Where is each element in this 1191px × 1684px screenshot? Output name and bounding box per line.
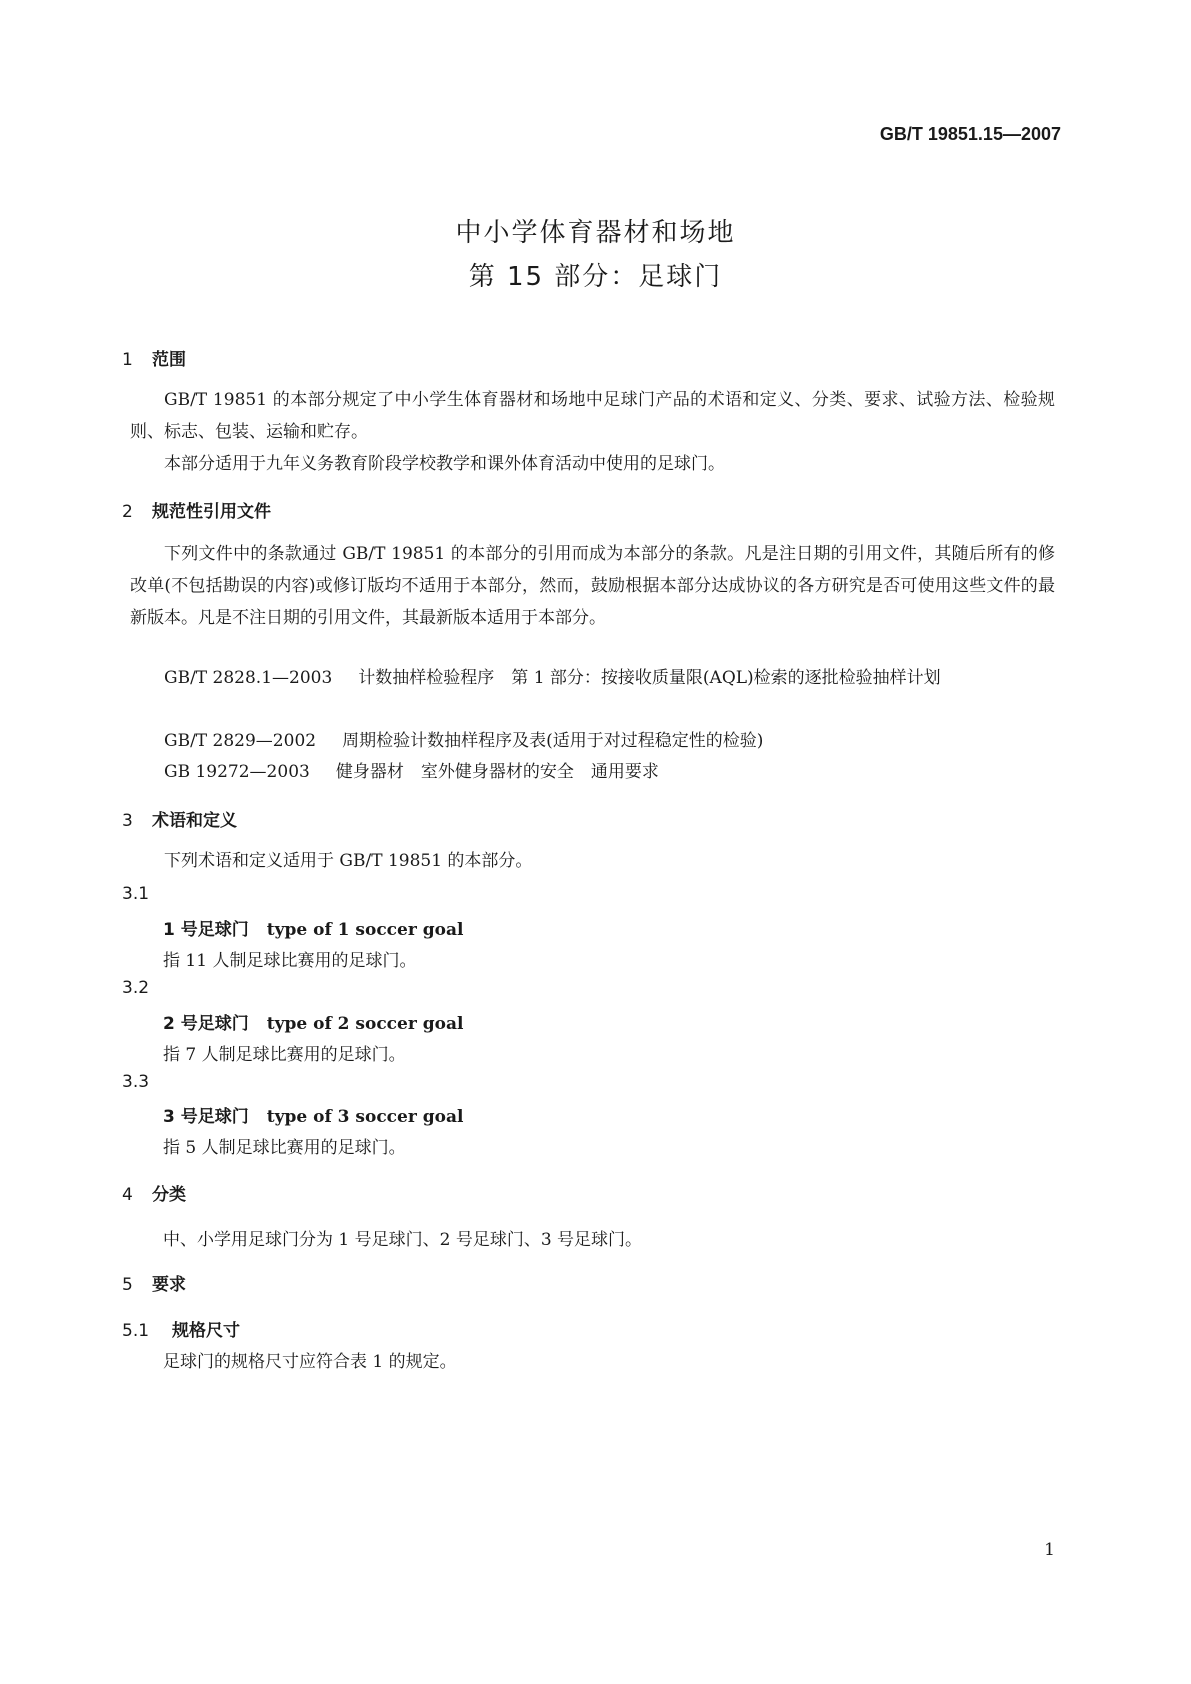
term-definition: 指 7 人制足球比赛用的足球门。 — [163, 1045, 406, 1065]
normative-reference — [130, 725, 1055, 757]
standard-number: GB/T 19851.15—2007 — [879, 124, 1061, 144]
section-2-paragraph-1: 下列文件中的条款通过 GB/T 19851 的本部分的引用而成为本部分的条款。凡是注日期的引用文件，其随后所有的修改单(不包括勘误的内容)或修订版均不适用于本部分，然而，鼓励根据本部分达成协议的各方研究是否可使用这些文件的最新版本。凡是不注日期的引用文件，其最新版本适用于本部分。 — [130, 544, 1055, 628]
normative-reference — [130, 756, 1055, 788]
document-subtitle: 第 15 部分：足球门 — [468, 262, 723, 292]
reference-code: GB 19272—2003 — [164, 762, 310, 782]
section-number: 1 — [122, 350, 133, 370]
term-definition: 指 11 人制足球比赛用的足球门。 — [163, 951, 417, 971]
section-3-paragraph-1: 下列术语和定义适用于 GB/T 19851 的本部分。 — [164, 851, 533, 871]
term-english: type of 2 soccer goal — [266, 1014, 464, 1034]
section-number: 2 — [122, 502, 133, 522]
clause-number: 3.3 — [122, 1072, 150, 1092]
section-4-heading — [122, 1180, 186, 1205]
term-chinese: 3 号足球门 — [163, 1107, 249, 1127]
term-definition: 指 5 人制足球比赛用的足球门。 — [163, 1138, 406, 1158]
reference-title: 周期检验计数抽样程序及表(适用于对过程稳定性的检验) — [342, 731, 764, 751]
section-1-paragraph-1: GB/T 19851 的本部分规定了中小学生体育器材和场地中足球门产品的术语和定义、分类、要求、试验方法、检验规则、标志、包装、运输和贮存。 — [130, 390, 1055, 442]
reference-code: GB/T 2828.1—2003 — [164, 668, 333, 688]
term-entry — [163, 1009, 463, 1034]
section-title: 规范性引用文件 — [152, 502, 271, 522]
term-chinese: 1 号足球门 — [163, 920, 249, 940]
term-english: type of 1 soccer goal — [266, 920, 464, 940]
section-1-paragraph-2: 本部分适用于九年义务教育阶段学校教学和课外体育活动中使用的足球门。 — [164, 454, 725, 474]
subsection-5-1-heading — [122, 1316, 240, 1341]
section-4-paragraph-1: 中、小学用足球门分为 1 号足球门、2 号足球门、3 号足球门。 — [163, 1230, 643, 1250]
section-number: 5 — [122, 1275, 133, 1295]
term-chinese: 2 号足球门 — [163, 1014, 249, 1034]
term-english: type of 3 soccer goal — [266, 1107, 464, 1127]
document-title: 中小学体育器材和场地 — [455, 218, 736, 248]
section-1-heading — [122, 345, 186, 370]
reference-title: 健身器材 室外健身器材的安全 通用要求 — [335, 762, 659, 782]
section-number: 4 — [122, 1185, 133, 1205]
clause-number: 3.1 — [122, 884, 150, 904]
section-2-heading — [122, 497, 271, 522]
section-title: 术语和定义 — [152, 811, 237, 831]
section-5-heading — [122, 1270, 186, 1295]
page-number: 1 — [1044, 1540, 1055, 1560]
reference-title: 计数抽样检验程序 第 1 部分：按接收质量限(AQL)检索的逐批检验抽样计划 — [358, 668, 941, 688]
subsection-number: 5.1 — [122, 1321, 150, 1341]
section-title: 分类 — [152, 1185, 186, 1205]
normative-reference — [130, 662, 1055, 694]
subsection-5-1-paragraph-1: 足球门的规格尺寸应符合表 1 的规定。 — [163, 1352, 457, 1372]
clause-number: 3.2 — [122, 978, 150, 998]
section-3-heading — [122, 806, 237, 831]
section-number: 3 — [122, 811, 133, 831]
subsection-title: 规格尺寸 — [172, 1321, 240, 1341]
section-title: 要求 — [152, 1275, 186, 1295]
section-title: 范围 — [152, 350, 186, 370]
term-entry — [163, 1102, 463, 1127]
reference-code: GB/T 2829—2002 — [164, 731, 317, 751]
term-entry — [163, 915, 463, 940]
